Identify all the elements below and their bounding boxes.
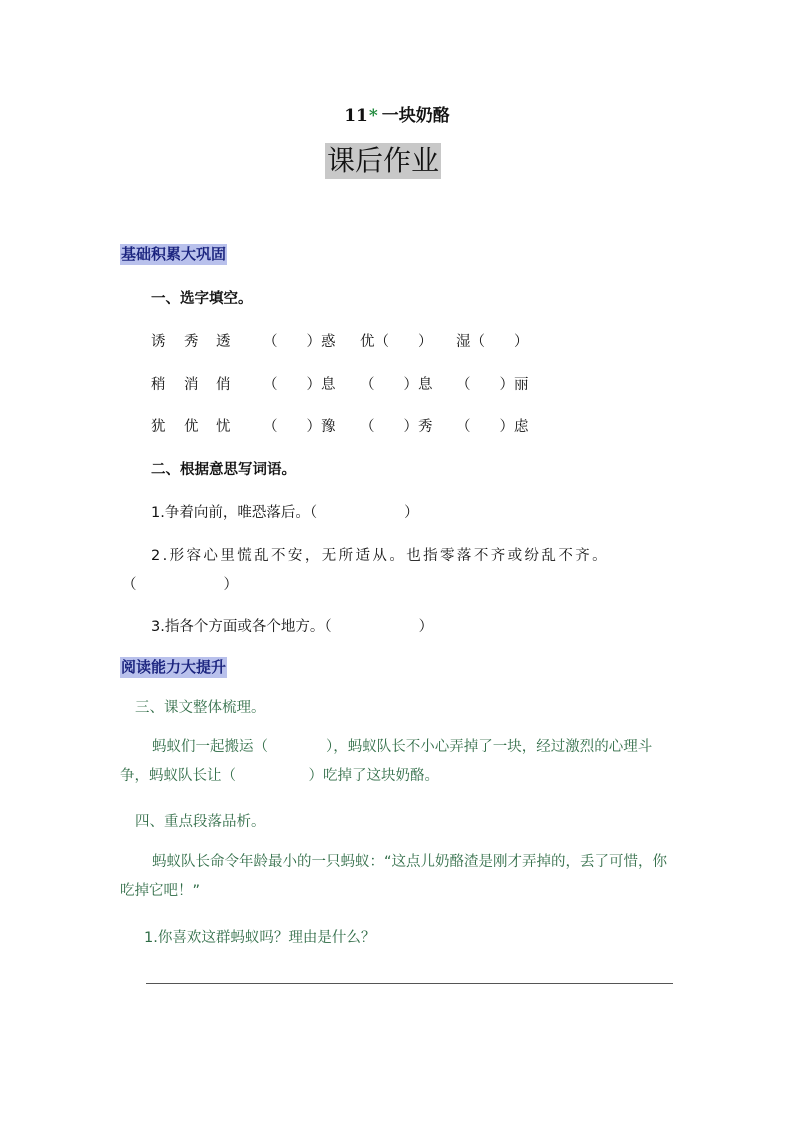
- fill-blank[interactable]: （ ）息: [360, 377, 433, 393]
- char-option: 透: [216, 334, 231, 350]
- fill-blank[interactable]: （ ）秀: [360, 419, 433, 435]
- char-option: 俏: [216, 377, 231, 393]
- char-option: 诱: [151, 334, 166, 350]
- char-option: 消: [184, 377, 199, 393]
- char-option: 稍: [151, 377, 166, 393]
- q1-heading: 一、选字填空。: [151, 291, 253, 307]
- q2-item-2-blank[interactable]: （ ）: [122, 577, 238, 593]
- star-mark: *: [368, 106, 378, 126]
- q1-row-1: [0, 330, 794, 350]
- fill-blank[interactable]: 湿（ ）: [456, 334, 529, 350]
- fill-blank[interactable]: （ ）惑: [263, 334, 336, 350]
- q4-passage: [120, 848, 676, 906]
- fill-blank[interactable]: （ ）虑: [456, 419, 529, 435]
- char-option: 优: [184, 419, 199, 435]
- q2-heading: 二、根据意思写词语。: [151, 462, 296, 478]
- section-reading: 阅读能力大提升: [121, 658, 227, 676]
- fill-blank[interactable]: （ ）息: [263, 377, 336, 393]
- char-option: 犹: [151, 419, 166, 435]
- section-basic: 基础积累大巩固: [121, 245, 227, 263]
- char-option: 忧: [216, 419, 231, 435]
- q1-row-2: [0, 373, 794, 393]
- lesson-title: [0, 101, 794, 126]
- fill-blank[interactable]: 优（ ）: [360, 334, 433, 350]
- answer-line[interactable]: [146, 983, 673, 984]
- q2-item-1: 1.争着向前，唯恐落后。（ ）: [151, 505, 419, 521]
- q4-passage-quote: “这点儿奶酪渣是刚才弄掉的，丢了可惜，你吃掉它吧！”: [120, 854, 668, 899]
- homework-label: 课后作业: [326, 144, 439, 177]
- q2-item-2: 2.形容心里慌乱不安，无所适从。也指零落不齐或纷乱不齐。: [151, 548, 610, 564]
- q1-row-3: [0, 415, 794, 435]
- q3-heading: 三、课文整体梳理。: [135, 700, 266, 716]
- char-option: 秀: [184, 334, 199, 350]
- fill-blank[interactable]: （ ）丽: [456, 377, 529, 393]
- q4-passage-lead: 蚂蚁队长命令年龄最小的一只蚂蚁：: [152, 854, 384, 870]
- q2-item-3: 3.指各个方面或各个地方。（ ）: [151, 619, 434, 635]
- q3-paragraph-text: 蚂蚁们一起搬运（ ），蚂蚁队长不小心弄掉了一块，经过激烈的心理斗争，蚂蚁队长让（ ）吃掉了这块奶酪。: [120, 739, 653, 784]
- q4-heading: 四、重点段落品析。: [135, 814, 266, 830]
- lesson-name: 一块奶酪: [381, 106, 450, 126]
- fill-blank[interactable]: （ ）豫: [263, 419, 336, 435]
- lesson-number: 11: [344, 106, 368, 126]
- q3-paragraph: [120, 733, 676, 791]
- q4-question-1: 1.你喜欢这群蚂蚁吗？理由是什么？: [144, 930, 376, 946]
